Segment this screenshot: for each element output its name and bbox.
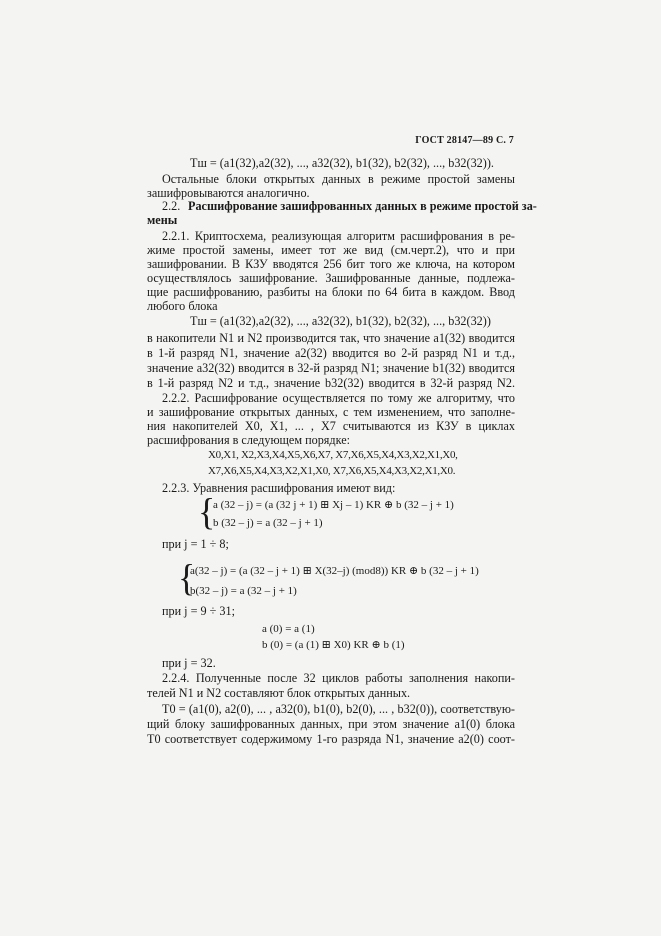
text-line: осуществлялось зашифрование. Зашифрованные данные, подлежа-: [147, 271, 515, 285]
text-line: в 1-й разряд N1, значение a2(32) вводится во 2-й разряд N1 и т.д.,: [147, 346, 515, 360]
text-line: в накопители N1 и N2 производится так, что значение a1(32) вводится: [147, 331, 515, 345]
equation: a (0) = a (1): [262, 623, 315, 635]
text-line: при j = 1 ÷ 8;: [162, 537, 229, 551]
formula-t-sh: Tш = (a1(32),a2(32), ..., a32(32), b1(32), b2(32), ..., b32(32)): [190, 314, 491, 328]
brace: {: [178, 557, 196, 599]
text-line: 2.2.1. Криптосхема, реализующая алгоритм расшифрования в ре-: [162, 229, 515, 243]
brace: {: [198, 491, 216, 533]
formula-t-sh: Tш = (a1(32),a2(32), ..., a32(32), b1(32), b2(32), ..., b32(32)).: [190, 156, 494, 170]
text-line: зашифровываются аналогично.: [147, 186, 310, 200]
section-title-cont: мены: [147, 213, 178, 227]
text-line: щий блоку зашифрованных данных, при этом значение a1(0) блока: [147, 717, 515, 731]
page-header: ГОСТ 28147—89 С. 7: [415, 135, 514, 146]
text-line: расшифрования в следующем порядке:: [147, 433, 351, 447]
text-line: при j = 9 ÷ 31;: [162, 604, 235, 618]
text-line: телей N1 и N2 составляют блок открытых данных.: [147, 686, 411, 700]
text-line: зашифровании. В КЗУ вводятся 256 бит того же ключа, на котором: [147, 257, 515, 271]
key-order-line: X7,X6,X5,X4,X3,X2,X1,X0, X7,X6,X5,X4,X3,X2,X1,X0.: [208, 465, 456, 477]
equation: a(32 – j) = (a (32 – j + 1) ⊞ X(32–j) (mod8)) KR ⊕ b (32 – j + 1): [190, 565, 479, 577]
text-line: щие расшифрованию, разбиты на блоки по 64 бита в каждом. Ввод: [147, 285, 515, 299]
text-line: Остальные блоки открытых данных в режиме простой замены: [162, 172, 515, 186]
text-line: жиме простой замены, имеет тот же вид (см.черт.2), что и при: [147, 243, 515, 257]
text-line: в 1-й разряд N2 и т.д., значение b32(32) вводится в 32-й разряд N2.: [147, 376, 515, 390]
text-line: 2.2.2. Расшифрование осуществляется по тому же алгоритму, что: [162, 391, 515, 405]
text-line: T0 соответствует содержимому 1-го разряда N1, значение a2(0) соот-: [147, 732, 515, 746]
key-order-line: X0,X1, X2,X3,X4,X5,X6,X7, X7,X6,X5,X4,X3,X2,X1,X0,: [208, 449, 458, 461]
equation: b (0) = (a (1) ⊞ X0) KR ⊕ b (1): [262, 639, 405, 651]
text-line: и зашифрование открытых данных, с тем изменением, что заполне-: [147, 405, 515, 419]
text-line: при j = 32.: [162, 656, 216, 670]
text-line: ния накопителей X0, X1, ... , X7 считываются из КЗУ в циклах: [147, 419, 515, 433]
text-line: T0 = (a1(0), a2(0), ... , a32(0), b1(0), b2(0), ... , b32(0)), соответствую-: [162, 702, 515, 716]
section-title: Расшифрование зашифрованных данных в режиме простой за-: [188, 199, 537, 213]
text-line: любого блока: [147, 299, 218, 313]
equation: b(32 – j) = a (32 – j + 1): [190, 585, 297, 597]
text-line: 2.2.4. Полученные после 32 циклов работы заполнения накопи-: [162, 671, 515, 685]
section-number: 2.2.: [162, 199, 181, 213]
equation: b (32 – j) = a (32 – j + 1): [213, 517, 323, 529]
equation: a (32 – j) = (a (32 j + 1) ⊞ Xj – 1) KR ⊕ b (32 – j + 1): [213, 499, 454, 511]
text-line: значение a32(32) вводится в 32-й разряд N1; значение b1(32) вводится: [147, 361, 515, 375]
text-line: 2.2.3. Уравнения расшифрования имеют вид:: [162, 481, 396, 495]
